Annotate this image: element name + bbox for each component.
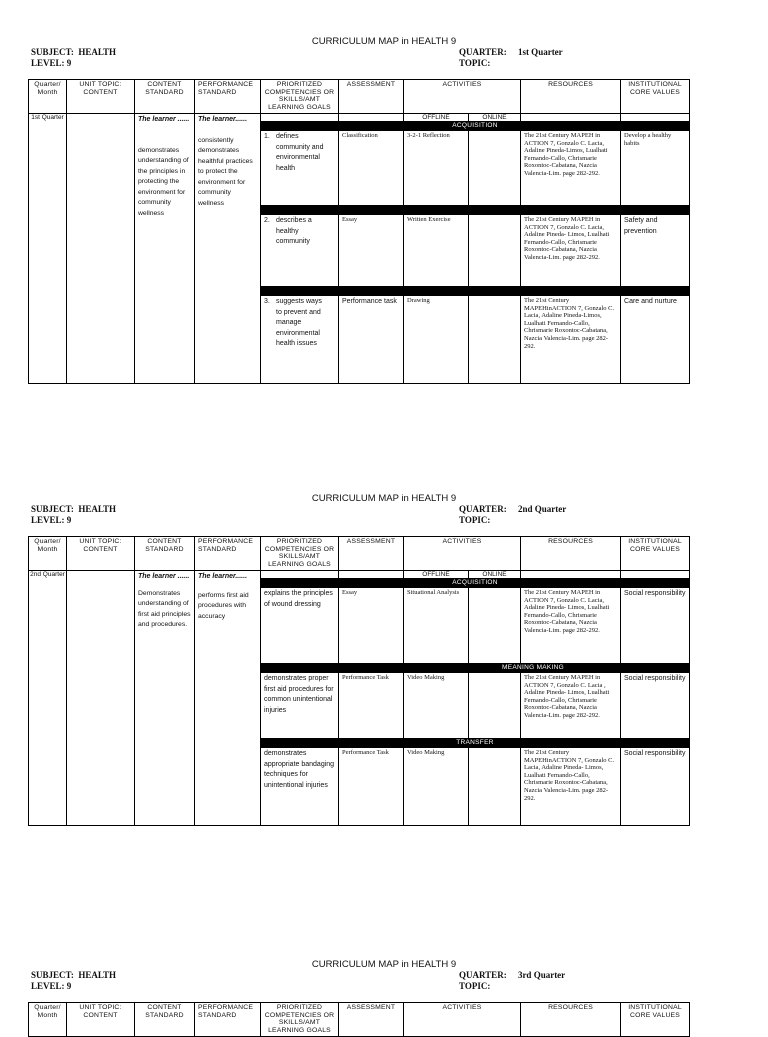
topic-line: TOPIC:: [459, 981, 491, 991]
assessment-cell: Classification: [339, 131, 404, 206]
section-bar: [261, 287, 690, 296]
online-header: ONLINE: [469, 571, 521, 579]
content-standard-cell: The learner ...... demonstrates understanding of the principles in protecting the environment for community wellness: [135, 114, 195, 384]
performance-standard-cell: The learner...... performs first aid procedures with accuracy: [195, 571, 261, 826]
col-unit-topic: UNIT TOPIC: CONTENT: [67, 537, 135, 571]
resource-cell: The 21st Century MAPEH in ACTION 7, Gonzalo C. Lacia, Adaline Pineda- Limos, Lualhati Fernando-Callo, Chrismarie Roxontoc-Cabatana, Nazcia Valencia-Lim. page 282-292.: [521, 215, 621, 287]
resource-cell: The 21st Century MAPEHinACTION 7, Gonzalo C. Lacia, Adaline Pineda- Limos, Lualhati Fernando-Callo, Chrismarie Roxontoc-Cabatana, Nazcia Valencia-Lim. page 282-292.: [521, 748, 621, 826]
page-title: CURRICULUM MAP in HEALTH 9: [311, 36, 457, 47]
col-core-values: INSTITUTIONAL CORE VALUES: [621, 80, 690, 114]
col-quarter: Quarter/ Month: [29, 80, 67, 114]
assessment-cell: Essay: [339, 588, 404, 664]
level-line: LEVEL: 9: [31, 58, 72, 68]
core-value-cell: Social responsibility: [621, 673, 690, 739]
transfer-bar: TRANSFER: [261, 739, 690, 748]
quarter-cell: 2nd Quarter: [29, 571, 67, 826]
core-value-cell: Develop a healthy habits: [621, 131, 690, 206]
col-resources: RESOURCES: [521, 1003, 621, 1037]
col-competencies: PRIORITIZED COMPETENCIES OR SKILLS/AMT LEARNING GOALS: [261, 1003, 339, 1037]
offline-activity-cell: Drawing: [404, 296, 469, 384]
curriculum-table: [28, 1002, 690, 1037]
subject-line: SUBJECT: HEALTH: [31, 970, 117, 980]
online-activity-cell: [469, 673, 521, 739]
quarter-cell: 1st Quarter: [29, 114, 67, 384]
content-standard-cell: The learner ...... Demonstrates understanding of first aid principles and procedures.: [135, 571, 195, 826]
online-header: ONLINE: [469, 114, 521, 122]
col-assessment: ASSESSMENT: [339, 537, 404, 571]
curriculum-table: [28, 536, 690, 826]
resource-cell: The 21st Century MAPEHinACTION 7, Gonzalo C. Lacia, Adaline Pineda-Limos, Lualhati Fernando-Callo, Chrismarie Roxontoc-Cabatana, Nazcia Valencia-Lim. page 282-292.: [521, 296, 621, 384]
col-unit-topic: UNIT TOPIC: CONTENT: [67, 80, 135, 114]
col-performance-standard: PERFORMANCE STANDARD: [195, 1003, 261, 1037]
col-core-values: INSTITUTIONAL CORE VALUES: [621, 537, 690, 571]
col-activities: ACTIVITIES: [404, 80, 521, 114]
resource-cell: The 21st Century MAPEH in ACTION 7, Gonzalo C. Lacia , Adaline Pineda- Limos, Lualhati Fernando-Callo, Chrismarie Roxontoc-Cabatana, Nazcia Valencia-Lim. page 282-292.: [521, 673, 621, 739]
online-activity-cell: [469, 588, 521, 664]
assessment-cell: Performance Task: [339, 748, 404, 826]
acquisition-bar: ACQUISITION: [261, 579, 690, 588]
meaning-making-bar: MEANING MAKING: [261, 664, 690, 673]
col-content-standard: CONTENT STANDARD: [135, 537, 195, 571]
offline-activity-cell: Video Making: [404, 673, 469, 739]
online-activity-cell: [469, 748, 521, 826]
col-content-standard: CONTENT STANDARD: [135, 80, 195, 114]
col-competencies: PRIORITIZED COMPETENCIES OR SKILLS/AMT LEARNING GOALS: [261, 80, 339, 114]
assessment-cell: Essay: [339, 215, 404, 287]
resource-cell: The 21st Century MAPEH in ACTION 7, Gonzalo C. Lacia, Adaline Pineda- Limos, Lualhati Fernando-Callo, Chrismarie Roxontoc-Cabatana, Nazcia Valencia-Lim. page 282-292.: [521, 588, 621, 664]
page-title: CURRICULUM MAP in HEALTH 9: [311, 493, 457, 504]
competency-cell: explains the principles of wound dressing: [261, 588, 339, 664]
col-quarter: Quarter/ Month: [29, 1003, 67, 1037]
offline-activity-cell: Situational Analysis: [404, 588, 469, 664]
competency-cell: 3. suggests ways to prevent and manage environmental health issues: [261, 296, 339, 384]
level-line: LEVEL: 9: [31, 981, 72, 991]
col-resources: RESOURCES: [521, 80, 621, 114]
col-assessment: ASSESSMENT: [339, 1003, 404, 1037]
competency-cell: 1. defines community and environmental health: [261, 131, 339, 206]
col-resources: RESOURCES: [521, 537, 621, 571]
core-value-cell: Social responsibility: [621, 748, 690, 826]
topic-line: TOPIC:: [459, 515, 491, 525]
assessment-cell: Performance Task: [339, 673, 404, 739]
curriculum-table: [28, 79, 690, 384]
offline-activity-cell: 3-2-1 Reflection: [404, 131, 469, 206]
assessment-cell: Performance task: [339, 296, 404, 384]
online-activity-cell: [469, 131, 521, 206]
unit-topic-cell: [67, 571, 135, 826]
col-activities: ACTIVITIES: [404, 1003, 521, 1037]
offline-activity-cell: Written Exercise: [404, 215, 469, 287]
core-value-cell: Safety and prevention: [621, 215, 690, 287]
offline-header: OFFLINE: [404, 571, 469, 579]
offline-header: OFFLINE: [404, 114, 469, 122]
competency-cell: demonstrates appropriate bandaging techniques for unintentional injuries: [261, 748, 339, 826]
core-value-cell: Care and nurture: [621, 296, 690, 384]
unit-topic-cell: [67, 114, 135, 384]
level-line: LEVEL: 9: [31, 515, 72, 525]
competency-cell: demonstrates proper first aid procedures for common unintentional injuries: [261, 673, 339, 739]
quarter-line: QUARTER: 2nd Quarter: [459, 504, 567, 514]
competency-cell: 2. describes a healthy community: [261, 215, 339, 287]
section-bar: [261, 206, 690, 215]
quarter-line: QUARTER: 1st Quarter: [459, 47, 563, 57]
subject-line: SUBJECT: HEALTH: [31, 504, 117, 514]
topic-line: TOPIC:: [459, 58, 491, 68]
col-unit-topic: UNIT TOPIC: CONTENT: [67, 1003, 135, 1037]
col-activities: ACTIVITIES: [404, 537, 521, 571]
online-activity-cell: [469, 215, 521, 287]
col-core-values: INSTITUTIONAL CORE VALUES: [621, 1003, 690, 1037]
col-content-standard: CONTENT STANDARD: [135, 1003, 195, 1037]
resource-cell: The 21st Century MAPEH in ACTION 7, Gonzalo C. Lacia, Adaline Pineda-Limos, Lualhati Fernando-Callo, Chrismarie Roxontoc-Cabatana, Nazcia Valencia-Lim. page 282-292.: [521, 131, 621, 206]
core-value-cell: Social responsibility: [621, 588, 690, 664]
offline-activity-cell: Video Making: [404, 748, 469, 826]
acquisition-bar: ACQUISITION: [261, 122, 690, 131]
col-performance-standard: PERFORMANCE STANDARD: [195, 80, 261, 114]
col-competencies: PRIORITIZED COMPETENCIES OR SKILLS/AMT LEARNING GOALS: [261, 537, 339, 571]
page-title: CURRICULUM MAP in HEALTH 9: [311, 959, 457, 970]
col-assessment: ASSESSMENT: [339, 80, 404, 114]
subject-line: SUBJECT: HEALTH: [31, 47, 117, 57]
col-quarter: Quarter/ Month: [29, 537, 67, 571]
performance-standard-cell: The learner...... consistently demonstrates healthful practices to protect the environment for community wellness: [195, 114, 261, 384]
col-performance-standard: PERFORMANCE STANDARD: [195, 537, 261, 571]
quarter-line: QUARTER: 3rd Quarter: [459, 970, 566, 980]
online-activity-cell: [469, 296, 521, 384]
